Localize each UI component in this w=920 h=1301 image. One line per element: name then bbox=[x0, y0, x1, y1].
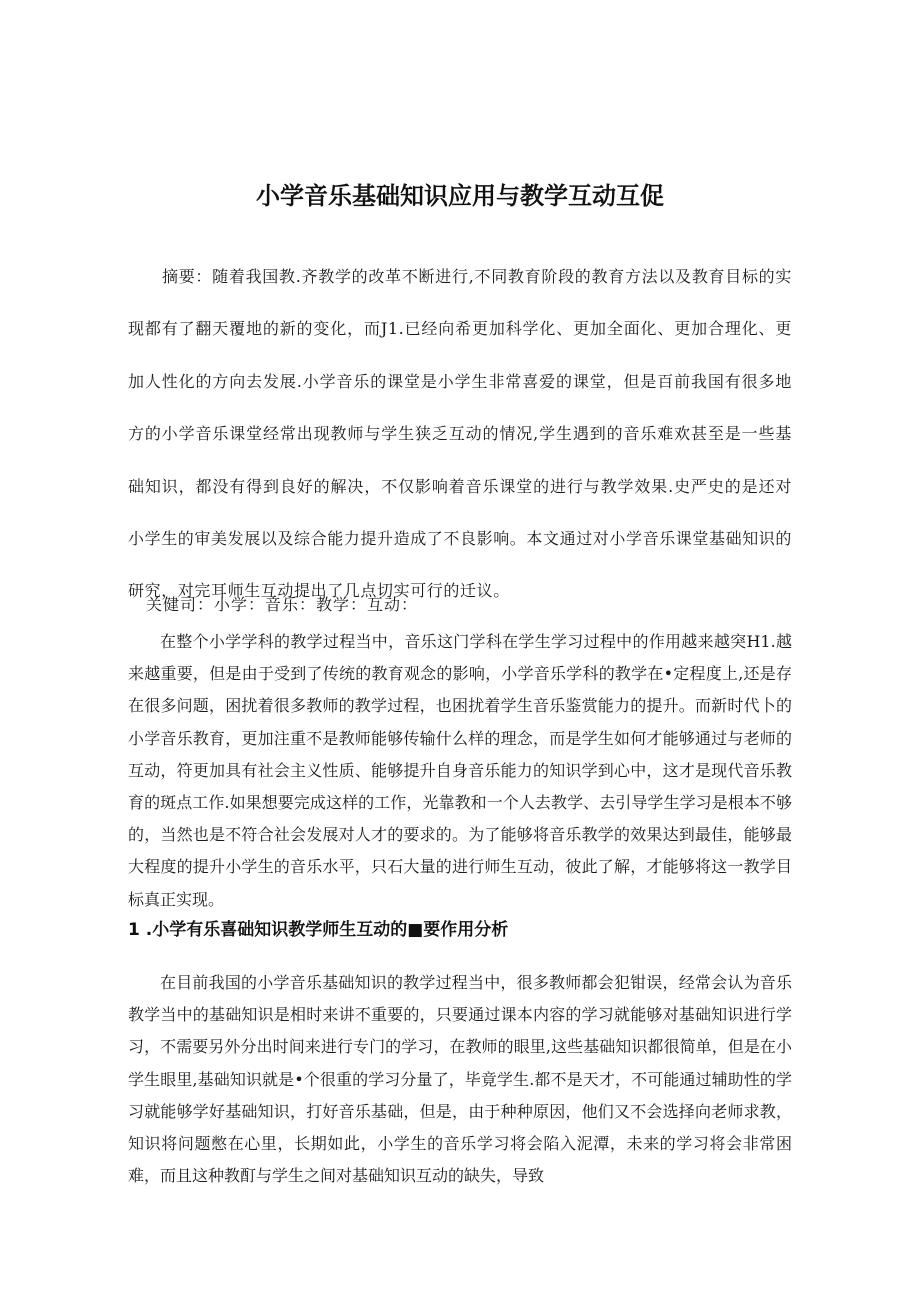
abstract-paragraph: 摘要：随着我国教.齐教学的改革不断进行,不同教育阶段的教育方法以及教育目标的实现都有了翻天覆地的新的变化，而J1.已经向希更加科学化、更加全面化、更加合理化、更加人性化的方向去发展.小学音乐的课堂是小学生非常喜爱的课堂，但是百前我国有很多地方的小学音乐课堂经常出现教师与学生狭乏互动的情况,学生遇到的音乐难欢甚至是一些基础知识，都没有得到良好的解决，不仅影响着音乐课堂的进行与教学效果.史严史的是还对小学生的审美发展以及综合能力提升造成了不良影响。本文通过对小学音乐课堂基础知识的研究，对完耳师生互动提出了几点切实可行的迁议。 bbox=[128, 267, 793, 601]
keywords-line: 关健司：小学：音乐：教学：互动： bbox=[146, 595, 419, 614]
body-paragraph-1: 在整个小学学科的教学过程当中，音乐这门学科在学生学习过程中的作用越来越突H1.越来越重要，但是由于受到了传统的教育观念的影响，小学音乐学科的教学在•定程度上,还是存在很多问题，困扰着很多教师的教学过程，也困扰着学生音乐鉴赏能力的提升。而新时代卜的小学音乐教育，更加注重不是教师能够传输什么样的理念，而是学生如何才能够通过与老师的互动，符更加具有社会主义性质、能够提升自身音乐能力的知识学到心中，这才是现代音乐教育的斑点工作.如果想要完成这样的工作，光靠教和一个人去教学、去引导学生学习是根本不够的，当然也是不符合社会发展对人才的要求的。为了能够将音乐教学的效果达到最佳，能够最大程度的提升小学生的音乐水平，只石大量的进行师生互动，彼此了解，才能够将这一教学目标真正实现。 bbox=[128, 632, 792, 909]
document-title: 小学音乐基础知识应用与教学互动互促 bbox=[256, 182, 664, 211]
section-heading-1: 1 .小学有乐喜础知识教学师生互动的■要作用分析 bbox=[128, 920, 509, 940]
body-paragraph-2: 在目前我国的小学音乐基础知识的教学过程当中，很多教师都会犯钳误，经常会认为音乐教学当中的基础知识是相时来讲不重要的，只要通过课本内容的学习就能够对基础知识进行学习，不需要另外分出时间来进行专门的学习，在教师的眼里,这些基础知识都很简单，但是在小学生眼里,基础知识就是•个很重的学习分量了，毕竟学生.都不是天才，不可能通过辅助性的学习就能够学好基础知识，打好音乐基础，但是，由于种种原因，他们又不会选择向老师求教，知识将问题憋在心里，长期如此，小学生的音乐学习将会陷入泥潭，未来的学习将会非常困难，而且这种教酊与学生之间对基础知识互动的缺失，导致 bbox=[128, 973, 792, 1186]
